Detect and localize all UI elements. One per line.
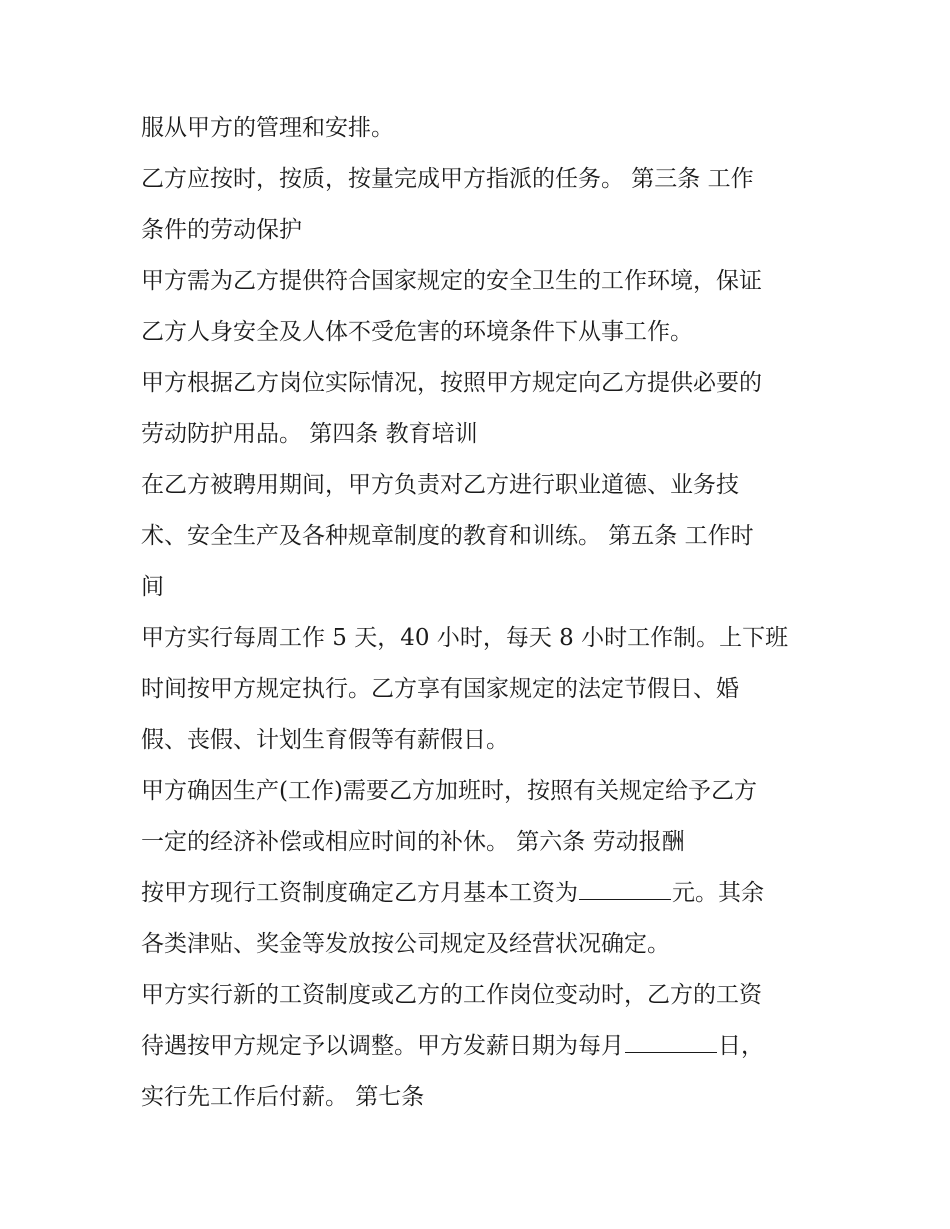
payday-line	[141, 1021, 816, 1072]
text-line: 实行先工作后付薪。 第七条	[141, 1084, 425, 1110]
text-line: 甲方实行每周工作 5 天，40 小时，每天 8 小时工作制。上下班	[141, 625, 789, 651]
salary-text-after: 元。其余	[672, 880, 764, 906]
paragraph	[141, 358, 816, 460]
salary-text-before: 按甲方现行工资制度确定乙方月基本工资为	[141, 880, 578, 906]
paragraph	[141, 766, 816, 868]
text-line: 条件的劳动保护	[141, 217, 302, 243]
text-line: 各类津贴、奖金等发放按公司规定及经营状况确定。	[141, 931, 670, 957]
paragraph	[141, 613, 816, 766]
text-line: 在乙方被聘用期间，甲方负责对乙方进行职业道德、业务技	[141, 472, 739, 498]
text-line: 服从甲方的管理和安排。	[141, 115, 394, 141]
salary-blank-field	[579, 877, 671, 900]
paragraph	[141, 460, 816, 613]
text-line: 间	[141, 574, 164, 600]
salary-line	[141, 868, 816, 919]
paragraph	[141, 256, 816, 358]
text-line: 时间按甲方规定执行。乙方享有国家规定的法定节假日、婚	[141, 676, 739, 702]
payday-text-after: 日，	[718, 1033, 764, 1059]
text-line: 乙方人身安全及人体不受危害的环境条件下从事工作。	[141, 319, 693, 345]
payday-text-before: 待遇按甲方规定予以调整。甲方发薪日期为每月	[141, 1033, 624, 1059]
paragraph	[141, 970, 816, 1123]
text-line: 甲方确因生产(工作)需要乙方加班时，按照有关规定给予乙方	[141, 778, 757, 804]
text-line: 术、安全生产及各种规章制度的教育和训练。 第五条 工作时	[141, 523, 754, 549]
paragraph	[141, 103, 816, 154]
text-line: 乙方应按时，按质，按量完成甲方指派的任务。 第三条 工作	[141, 166, 754, 192]
text-line: 甲方需为乙方提供符合国家规定的安全卫生的工作环境，保证	[141, 268, 762, 294]
paragraph	[141, 154, 816, 256]
text-line: 甲方实行新的工资制度或乙方的工作岗位变动时，乙方的工资	[141, 982, 762, 1008]
document-body	[141, 103, 816, 1123]
paragraph	[141, 868, 816, 970]
text-line: 劳动防护用品。 第四条 教育培训	[141, 421, 478, 447]
text-line: 假、丧假、计划生育假等有薪假日。	[141, 727, 509, 753]
text-line: 一定的经济补偿或相应时间的补休。 第六条 劳动报酬	[141, 829, 685, 855]
payday-blank-field	[625, 1030, 717, 1053]
text-line: 甲方根据乙方岗位实际情况，按照甲方规定向乙方提供必要的	[141, 370, 762, 396]
